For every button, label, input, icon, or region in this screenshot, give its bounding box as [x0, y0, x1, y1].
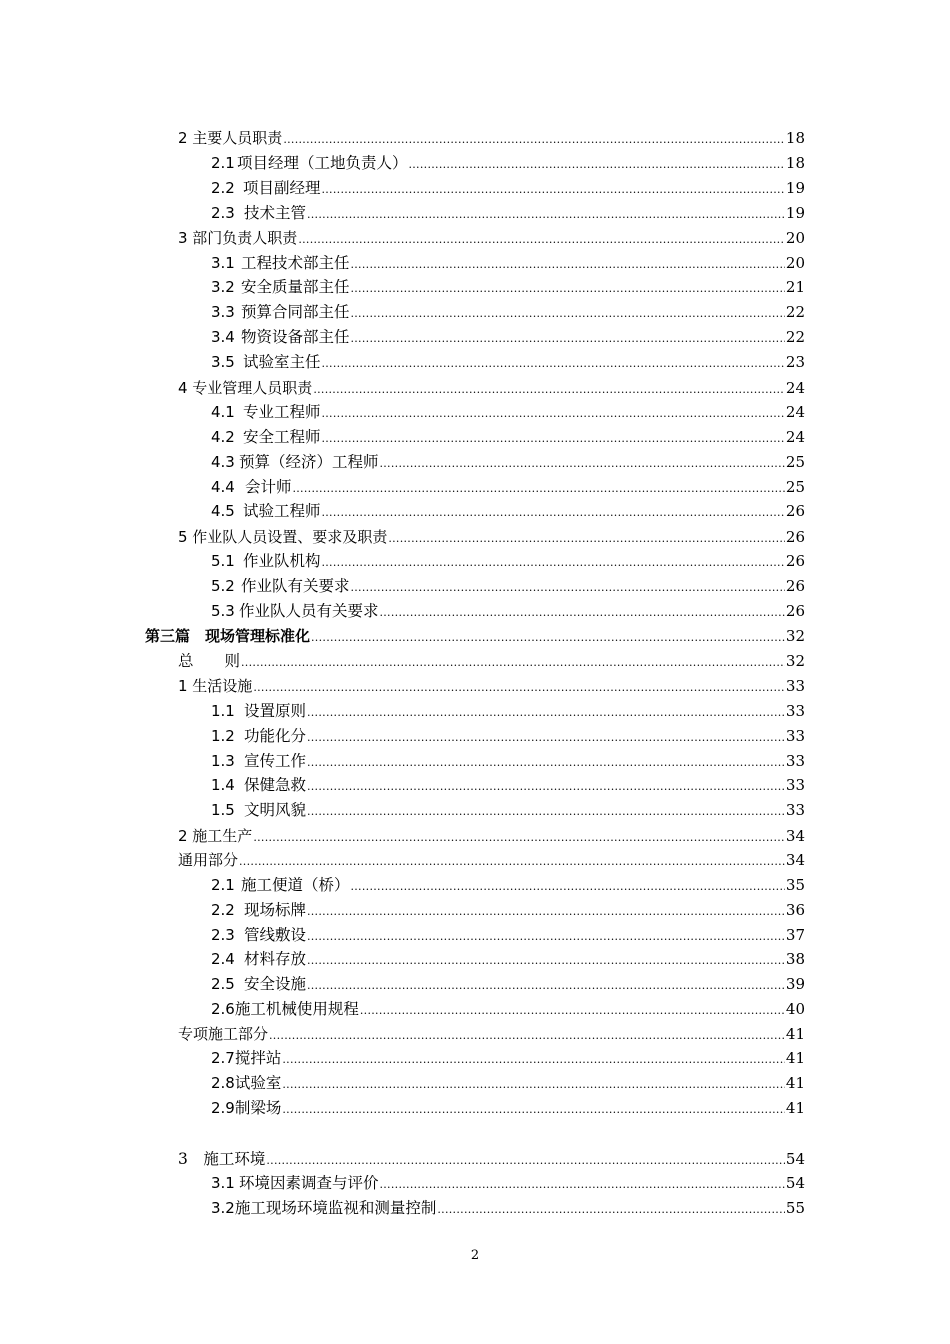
- dot-leader: [321, 403, 784, 425]
- toc-entry[interactable]: [211, 202, 805, 224]
- toc-entry[interactable]: [178, 1023, 805, 1045]
- toc-entry[interactable]: [211, 351, 805, 373]
- toc-number: 2.5: [211, 975, 235, 993]
- toc-page: 26: [785, 577, 805, 595]
- toc-page: 54: [785, 1174, 805, 1192]
- toc-title: 技术主管: [243, 204, 306, 222]
- toc-number: 2.2: [211, 901, 235, 919]
- toc-page: 19: [785, 179, 805, 197]
- toc-entry[interactable]: [211, 998, 805, 1020]
- toc-page: 33: [785, 801, 805, 819]
- toc-page: 26: [785, 602, 805, 620]
- toc-entry[interactable]: [211, 550, 805, 572]
- toc-title: 2 主要人员职责: [178, 129, 283, 147]
- toc-entry[interactable]: [211, 924, 805, 946]
- toc-entry[interactable]: [211, 426, 805, 448]
- toc-entry[interactable]: [178, 675, 805, 697]
- dot-leader: [307, 975, 785, 997]
- toc-title: 物资设备部主任: [240, 328, 350, 346]
- dot-leader: [253, 827, 785, 849]
- toc-entry[interactable]: [211, 899, 805, 921]
- toc-title: 工程技术部主任: [240, 254, 350, 272]
- toc-number: 1.1: [211, 702, 235, 720]
- toc-page: 33: [785, 776, 805, 794]
- toc-page: 55: [785, 1199, 805, 1217]
- toc-entry[interactable]: [211, 152, 805, 174]
- toc-title: 1 生活设施: [178, 677, 253, 695]
- toc-title: 环境因素调查与评价: [238, 1174, 379, 1192]
- toc-title: 预算（经济）工程师: [238, 453, 379, 471]
- dot-leader: [307, 901, 785, 923]
- toc-number: 2.3: [211, 204, 235, 222]
- toc-number: 4.5: [211, 502, 235, 520]
- toc-page: 22: [785, 328, 805, 346]
- toc-title: 总 则: [178, 652, 241, 670]
- dot-leader: [269, 1025, 785, 1047]
- toc-page: 32: [785, 652, 805, 670]
- toc-title: 文明风貌: [243, 801, 306, 819]
- toc-number: 3.5: [211, 353, 235, 371]
- toc-entry[interactable]: [211, 1047, 805, 1069]
- toc-entry[interactable]: [211, 750, 805, 772]
- toc-title: 项目副经理: [242, 179, 321, 197]
- toc-number: 3.4: [211, 328, 235, 346]
- toc-number: 1.4: [211, 776, 235, 794]
- dot-leader: [298, 229, 785, 251]
- toc-page: 20: [785, 254, 805, 272]
- toc-entry[interactable]: [211, 575, 805, 597]
- toc-page: 22: [785, 303, 805, 321]
- toc-page: 37: [785, 926, 805, 944]
- toc-number: 1.5: [211, 801, 235, 819]
- toc-page: 20: [785, 229, 805, 247]
- toc-entry[interactable]: [211, 1097, 805, 1119]
- dot-leader: [307, 752, 785, 774]
- toc-page: 41: [785, 1025, 805, 1043]
- toc-title: 设置原则: [243, 702, 306, 720]
- toc-title: 项目经理（工地负责人）: [236, 154, 408, 172]
- dot-leader: [437, 1199, 785, 1221]
- toc-page: 26: [785, 552, 805, 570]
- toc-title: 保健急救: [243, 776, 306, 794]
- toc-page: 25: [785, 453, 805, 471]
- dot-leader: [350, 278, 784, 300]
- toc-entry[interactable]: [211, 600, 805, 622]
- toc-title: 2 施工生产: [178, 827, 253, 845]
- toc-entry[interactable]: [211, 700, 805, 722]
- toc-number: 4.3: [211, 453, 235, 471]
- toc-number: 3.3: [211, 303, 235, 321]
- toc-page: 34: [785, 827, 805, 845]
- toc-page: 19: [785, 204, 805, 222]
- toc-number: 2.7: [211, 1049, 235, 1067]
- toc-entry[interactable]: [211, 177, 805, 199]
- page-number-footer: 2: [470, 1248, 480, 1263]
- toc-page: 26: [785, 502, 805, 520]
- toc-page: 18: [785, 129, 805, 147]
- toc-title: 材料存放: [243, 950, 306, 968]
- toc-page: 32: [785, 627, 805, 645]
- toc-entry[interactable]: [211, 326, 805, 348]
- toc-title: 5 作业队人员设置、要求及职责: [178, 528, 388, 546]
- toc-entry[interactable]: [211, 476, 805, 498]
- toc-page: 26: [785, 528, 805, 546]
- toc-entry[interactable]: [145, 625, 805, 647]
- toc-title: 管线敷设: [243, 926, 306, 944]
- dot-leader: [350, 254, 784, 276]
- toc-title: 3 施工环境: [178, 1150, 266, 1168]
- toc-title: 作业队机构: [242, 552, 321, 570]
- toc-page: 21: [785, 278, 805, 296]
- dot-leader: [307, 702, 785, 724]
- toc-title: 会计师: [244, 478, 292, 496]
- dot-leader: [313, 379, 785, 401]
- toc-number: 2.3: [211, 926, 235, 944]
- dot-leader: [253, 677, 785, 699]
- toc-title: 施工现场环境监视和测量控制: [234, 1199, 437, 1217]
- toc-entry[interactable]: [178, 825, 805, 847]
- toc-entry[interactable]: [178, 526, 805, 548]
- toc-page: 33: [785, 702, 805, 720]
- toc-page: 33: [785, 752, 805, 770]
- dot-leader: [321, 428, 784, 450]
- toc-page: 33: [785, 677, 805, 695]
- toc-number: 2.4: [211, 950, 235, 968]
- toc-page: 24: [785, 379, 805, 397]
- toc-page: 25: [785, 478, 805, 496]
- dot-leader: [350, 303, 784, 325]
- toc-number: 5.3: [211, 602, 235, 620]
- toc-entry[interactable]: [178, 650, 805, 672]
- dot-leader: [283, 129, 785, 151]
- dot-leader: [350, 328, 784, 350]
- toc-title: 作业队人员有关要求: [238, 602, 379, 620]
- dot-leader: [321, 179, 784, 201]
- toc-entry[interactable]: [211, 973, 805, 995]
- toc-entry[interactable]: [178, 227, 805, 249]
- toc-title: 安全质量部主任: [240, 278, 350, 296]
- toc-number: 2.1: [211, 154, 235, 172]
- toc-page: 41: [785, 1099, 805, 1117]
- toc-title: 宣传工作: [243, 752, 306, 770]
- toc-page: 36: [785, 901, 805, 919]
- toc-number: 3.1: [211, 1174, 235, 1192]
- toc-entry[interactable]: [211, 1172, 805, 1194]
- toc-entry[interactable]: [178, 127, 805, 149]
- dot-leader: [321, 552, 784, 574]
- toc-entry[interactable]: [211, 276, 805, 298]
- toc-title: 安全设施: [243, 975, 306, 993]
- toc-number: 4.2: [211, 428, 235, 446]
- dot-leader: [239, 851, 785, 873]
- dot-leader: [321, 502, 784, 524]
- toc-number: 1.3: [211, 752, 235, 770]
- dot-leader: [307, 204, 785, 226]
- toc-title: 搅拌站: [234, 1049, 282, 1067]
- toc-page: 39: [785, 975, 805, 993]
- toc-page: 24: [785, 403, 805, 421]
- toc-entry[interactable]: [211, 725, 805, 747]
- toc-page: 41: [785, 1049, 805, 1067]
- dot-leader: [307, 801, 785, 823]
- toc-title: 专项施工部分: [178, 1025, 269, 1043]
- toc-title: 作业队有关要求: [240, 577, 350, 595]
- toc-number: 4.1: [211, 403, 235, 421]
- toc-title: 功能化分: [243, 727, 306, 745]
- toc-number: 1.2: [211, 727, 235, 745]
- toc-title: 第三篇 现场管理标准化: [145, 627, 311, 645]
- dot-leader: [282, 1074, 785, 1096]
- toc-title: 4 专业管理人员职责: [178, 379, 313, 397]
- toc-number: 5.1: [211, 552, 235, 570]
- dot-leader: [350, 876, 784, 898]
- toc-title: 预算合同部主任: [240, 303, 350, 321]
- toc-title: 通用部分: [178, 851, 239, 869]
- dot-leader: [241, 652, 785, 674]
- toc-page: 23: [785, 353, 805, 371]
- toc-entry[interactable]: [211, 799, 805, 821]
- toc-number: 2.8: [211, 1074, 235, 1092]
- dot-leader: [282, 1099, 785, 1121]
- dot-leader: [307, 776, 785, 798]
- toc-title: 3 部门负责人职责: [178, 229, 298, 247]
- toc-entry[interactable]: [211, 451, 805, 473]
- toc-title: 安全工程师: [242, 428, 321, 446]
- toc-number: 2.6: [211, 1000, 235, 1018]
- toc-entry[interactable]: [211, 252, 805, 274]
- toc-number: 2.2: [211, 179, 235, 197]
- dot-leader: [360, 1000, 785, 1022]
- toc-title: 制梁场: [234, 1099, 282, 1117]
- toc-entry[interactable]: [211, 874, 805, 896]
- toc-page: 18: [785, 154, 805, 172]
- toc-number: 3.2: [211, 1199, 235, 1217]
- dot-leader: [307, 950, 785, 972]
- dot-leader: [266, 1150, 785, 1172]
- toc-title: 试验室: [234, 1074, 282, 1092]
- toc-number: 3.2: [211, 278, 235, 296]
- dot-leader: [408, 154, 784, 176]
- dot-leader: [292, 478, 784, 500]
- dot-leader: [350, 577, 784, 599]
- toc-entry[interactable]: [211, 1197, 805, 1219]
- toc-page: 41: [785, 1074, 805, 1092]
- toc-number: 2.9: [211, 1099, 235, 1117]
- toc-entry[interactable]: [178, 849, 805, 871]
- toc-title: 试验室主任: [242, 353, 321, 371]
- toc-entry[interactable]: [211, 948, 805, 970]
- dot-leader: [282, 1049, 785, 1071]
- toc-page: 33: [785, 727, 805, 745]
- dot-leader: [379, 1174, 784, 1196]
- toc-entry[interactable]: [211, 774, 805, 796]
- toc-page: 38: [785, 950, 805, 968]
- toc-title: 现场标牌: [243, 901, 306, 919]
- dot-leader: [321, 353, 784, 375]
- toc-page: 54: [785, 1150, 805, 1168]
- toc-title: 专业工程师: [242, 403, 321, 421]
- toc-entry[interactable]: [211, 401, 805, 423]
- toc-number: 2.1: [211, 876, 235, 894]
- dot-leader: [307, 926, 785, 948]
- toc-title: 施工便道（桥）: [240, 876, 350, 894]
- dot-leader: [379, 453, 784, 475]
- toc-entry[interactable]: [211, 1072, 805, 1094]
- toc-entry[interactable]: [178, 1148, 805, 1170]
- toc-title: 施工机械使用规程: [234, 1000, 359, 1018]
- toc-number: 3.1: [211, 254, 235, 272]
- dot-leader: [388, 528, 785, 550]
- toc-page: 24: [785, 428, 805, 446]
- toc-page: 34: [785, 851, 805, 869]
- dot-leader: [379, 602, 784, 624]
- toc-page: 35: [785, 876, 805, 894]
- dot-leader: [307, 727, 785, 749]
- toc-title: 试验工程师: [242, 502, 321, 520]
- toc-entry[interactable]: [211, 500, 805, 522]
- dot-leader: [311, 627, 785, 649]
- toc-entry[interactable]: [211, 301, 805, 323]
- toc-page: 40: [785, 1000, 805, 1018]
- toc-number: 5.2: [211, 577, 235, 595]
- toc-number: 4.4: [211, 478, 235, 496]
- toc-entry[interactable]: [178, 377, 805, 399]
